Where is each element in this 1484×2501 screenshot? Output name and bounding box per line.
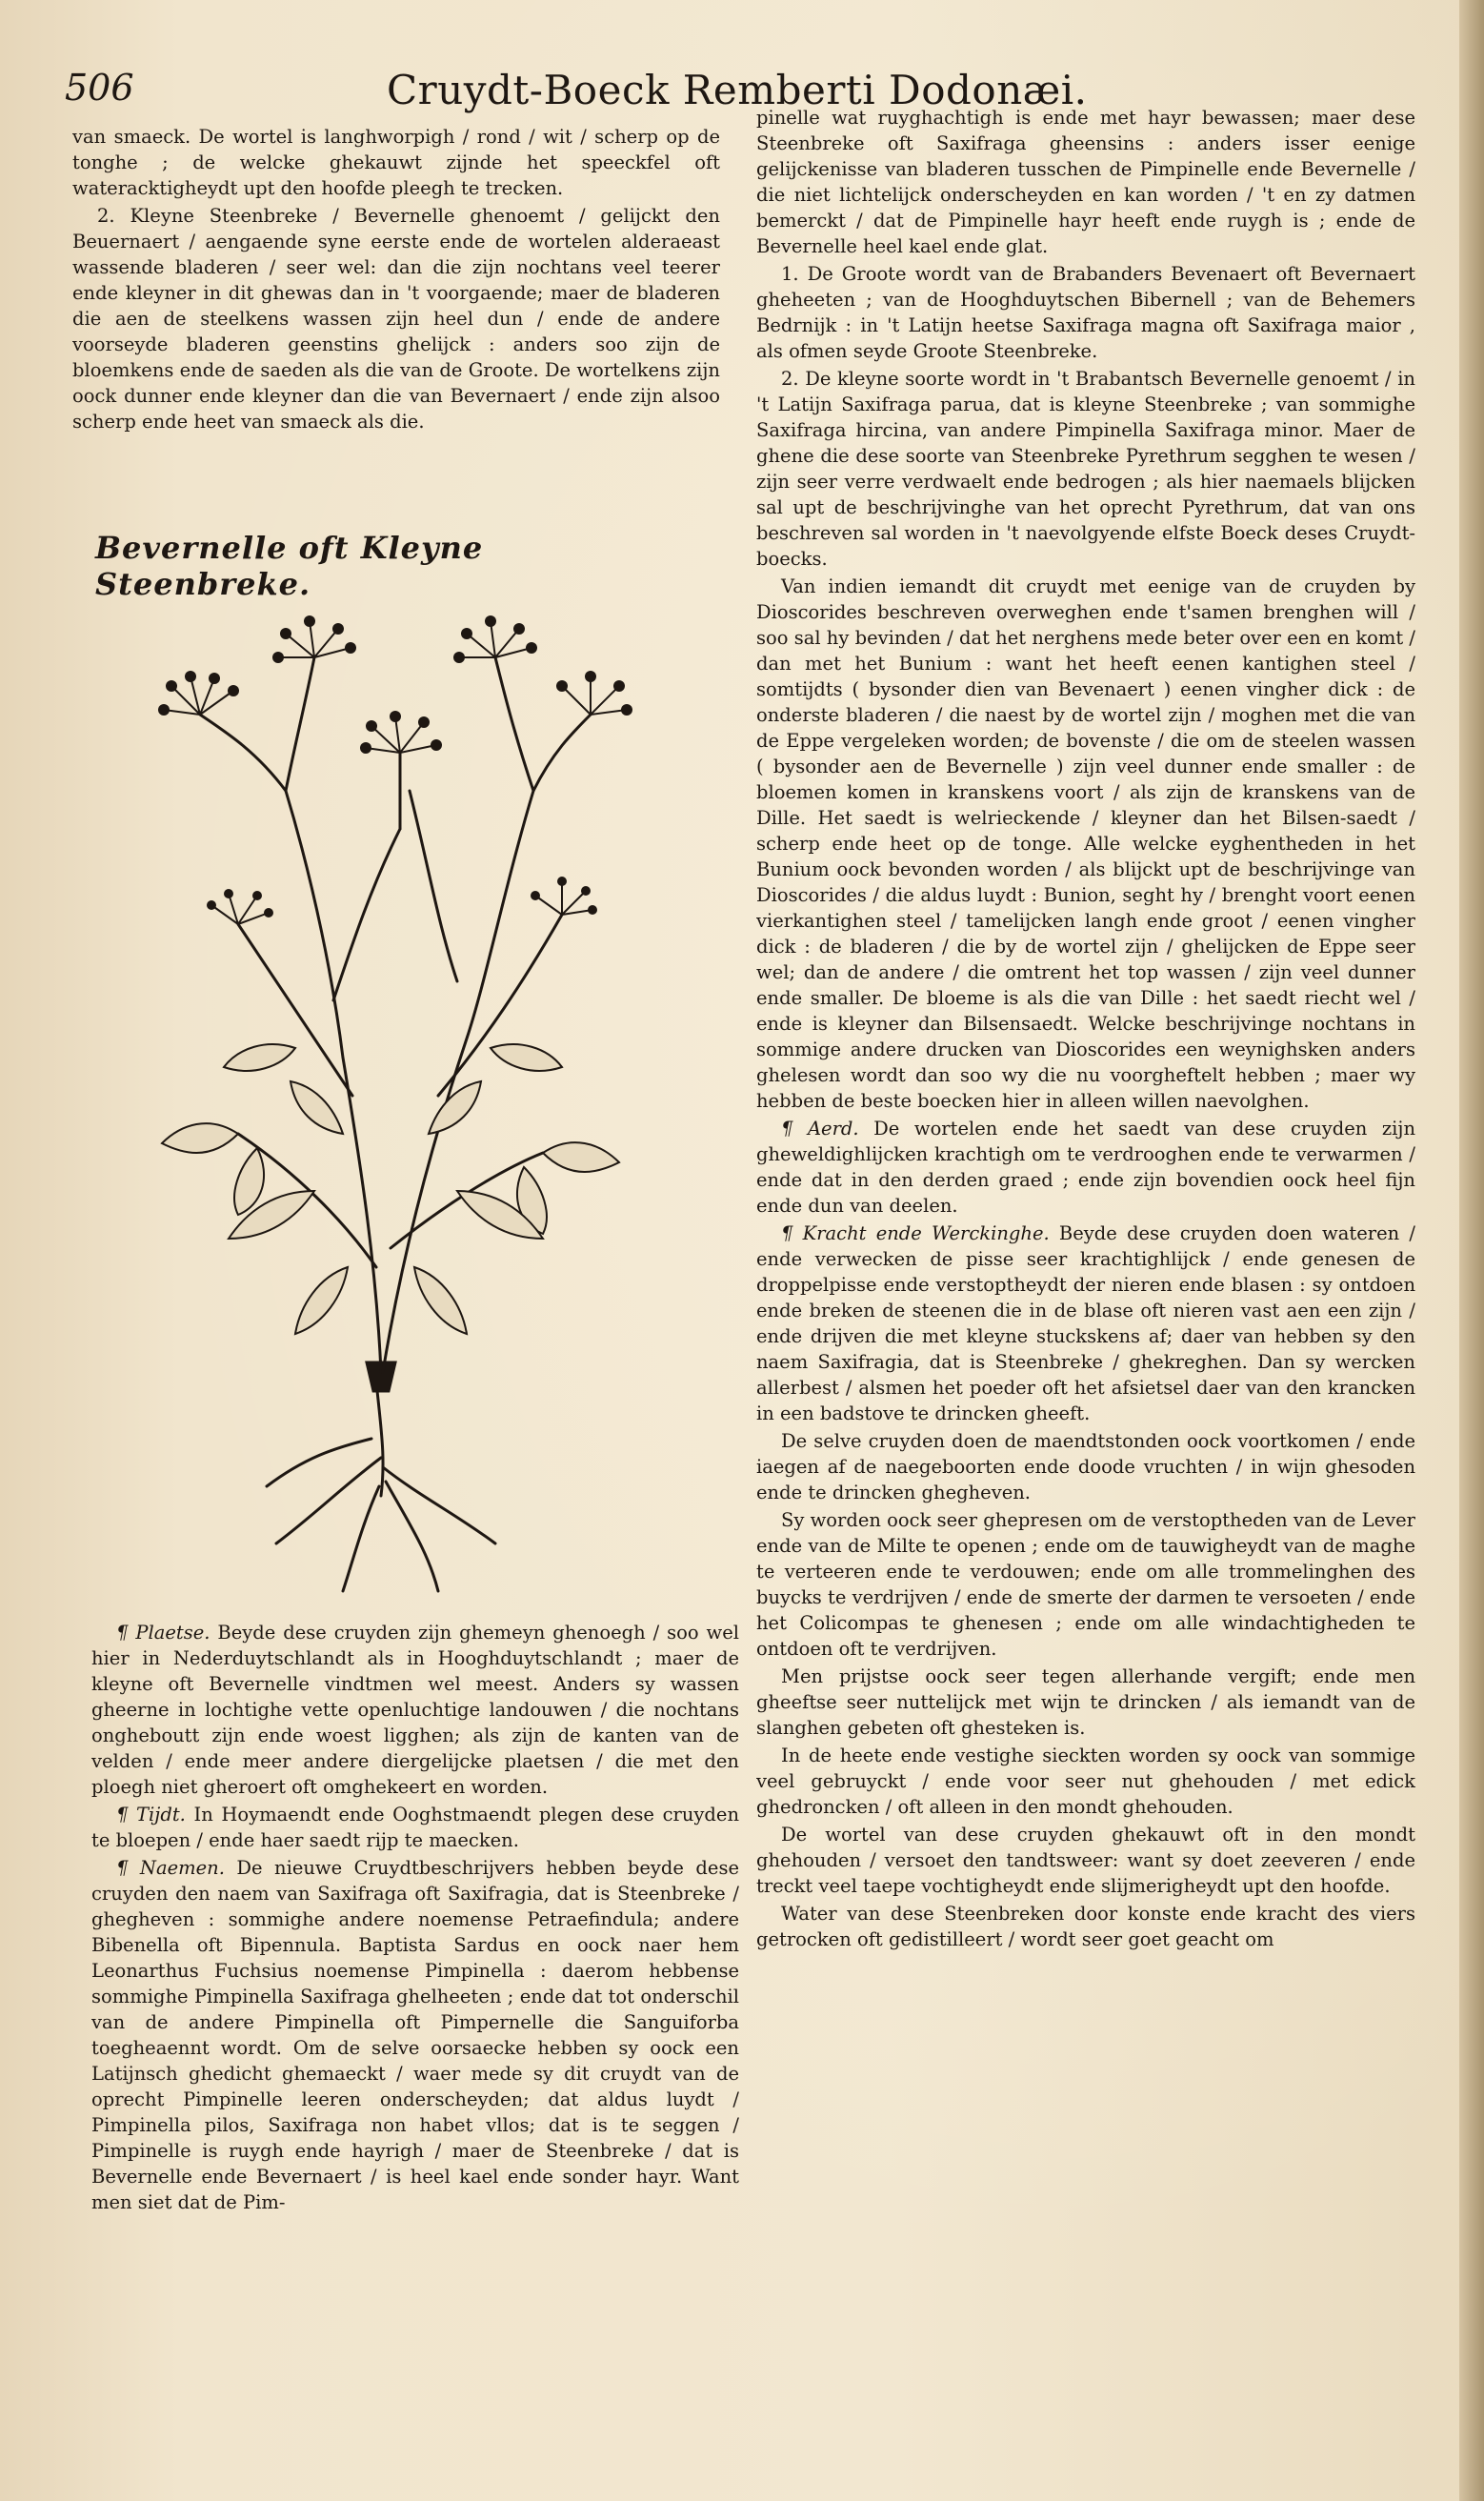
section-label: ¶ Tijdt. [116,1804,186,1825]
figure-caption: Bevernelle oft Kleyne Steenbreke. [95,530,484,602]
section-text: pinelle wat ruyghachtigh is ende met hayr bewassen; maer dese Steenbreke oft Saxifraga gheensins : anders isser eenige gelijckenisse van bladeren tusschen de Pimpinelle ende Bevernelle / die niet lichtelijck onderscheyden en kan worden / 't en zy datmen bemerckt / dat de Pimpinelle hayr heeft ende ruygh is ; ende de Bevernelle heel kael ende glat. [756,107,1415,257]
section-text: Beyde dese cruyden doen wateren / ende verwecken de pisse seer krachtighlijck / ende genesen de droppelpisse ende verstoptheydt der nieren ende blasen : sy ontdoen ende breken de steenen die in de blase oft nieren vast aen een zijn / ende drijven die met kleyne stuckskens af; daer van hebben sy den naem Saxifragia, dat is Steenbreke / ghekreghen. Dan sy wercken allerbest / alsmen het poeder oft het afsietsel daer van den krancken in een badstove te drincken gheeft. [756,1222,1415,1424]
paragraph [756,1901,1415,1952]
running-title: Cruydt-Boeck Remberti Dodonæi. [387,67,1088,113]
section-text: Beyde dese cruyden zijn ghemeyn ghenoegh / soo wel hier in Nederduytschlandt als in Hooghduytschlandt ; maer de kleyne oft Bevernelle vindtmen wel meest. Anders sy wassen gheerne in lochtighe vette openluchtige landouwen / die nochtans ongheboutt zijn ende woest ligghen; als zijn de kanten van de velden / ende meer andere diergelijcke plaetsen / die met den ploegh niet gheroert oft omghekeert en worden. [91,1622,739,1798]
paragraph [756,105,1415,259]
section-label: ¶ Naemen. [116,1857,225,1879]
left-column-bottom [91,1620,739,2477]
section-text: Van indien iemandt dit cruydt met eenige van de cruyden by Dioscorides beschreven overweghen ende t'samen brenghen will / soo sal hy bevinden / dat het nerghens mede beter over een en komt / dan met het Bunium : want het heeft eenen kantighen steel / somtijdts ( bysonder dien van Bevenaert ) eenen vingher dick : de onderste bladeren / die naest by de wortel zijn / moghen met die van de Eppe vergeleken worden; de bovenste / die om de steelen wassen ( bysonder aen de Bevernelle ) zijn veel dunner ende smaller : de bloemen komen in kranskens voort / als zijn de kranskens van de Dille. Het saedt is welrieckende / kleyner dan het Bilsen-saedt / scherp ende heet op de tonge. Alle welcke eyghentheden in het Bunium oock bevonden worden / als blijckt upt de beschrijvinge van Dioscorides / die aldus luydt : Bunion, seght hy / brenght voort eenen vierkantighen steel / tamelijcken langh ende groot / eenen vingher dick : de bladeren / die by de wortel zijn / ghelijcken de Eppe seer wel; dan de andere / die omtrent het top wassen / zijn veel dunner ende smaller. De bloeme is als die van Dille : het saedt riecht wel / ende is kleyner dan Bilsensaedt. Welcke beschrijvinge nochtans in sommige andere drucken van Dioscorides een weynighsken anders ghelesen wordt dan soo wy die nu voorgheftelt hebben ; maer wy hebben de beste boecken hier in alleen willen naevolghen. [756,575,1415,1112]
paragraph [756,1664,1415,1741]
section-text: De nieuwe Cruydtbeschrijvers hebben beyde dese cruyden den naem van Saxifraga oft Saxifragia, dat is Steenbreke / ghegheven : sommighe andere noemense Petraefindula; andere Bibenella oft Bipennula. Baptista Sardus en oock naer hem Leonarthus Fuchsius noemense Pimpinella : daerom hebbense sommighe Pimpinella Saxifraga ghelheeten ; ende dat tot onderschil van de andere Pimpinella oft Pimpernelle die Sanguiforba toegheaennt wordt. Om de selve oorsaecke hebben sy oock een Latijnsch ghedicht ghemaeckt / waer mede sy dit cruydt van de oprecht Pimpinelle leeren onderscheyden; dat aldus luydt / Pimpinella pilos, Saxifraga non habet vllos; dat is te seggen / Pimpinelle is ruygh ende hayrigh / maer de Steenbreke / dat is Bevernelle ende Bevernaert / is heel kael ende sonder hayr. Want men siet dat de Pim- [91,1857,739,2213]
right-column [756,105,1415,2487]
paragraph [756,261,1415,364]
left-column-top [72,124,720,486]
section-kracht [756,1220,1415,1426]
section-label: ¶ Aerd. [781,1118,859,1140]
section-text: In Hoymaendt ende Ooghstmaendt plegen dese cruyden te bloepen / ende haer saedt rijp te maecken. [91,1804,739,1851]
section-text: Water van dese Steenbreken door konste ende kracht des viers getrocken oft gedistilleert / wordt seer goet geacht om [756,1903,1415,1950]
section-label: ¶ Plaetse. [116,1622,211,1644]
section-aerd [756,1116,1415,1219]
paragraph [756,574,1415,1114]
section-text: De selve cruyden doen de maendtstonden oock voortkomen / ende iaegen af de naegeboorten ende doode vruchten / in wijn ghesoden ende te drincken ghegheven. [756,1430,1415,1503]
section-text: 2. De kleyne soorte wordt in 't Brabantsch Bevernelle genoemt / in 't Latijn Saxifraga parua, dat is kleyne Steenbreke ; van sommighe Saxifraga hircina, van andere Pimpinella Saxifraga minor. Maer de ghene die dese soorte van Steenbreke Pyrethrum segghen te wesen / zijn seer verre verdwaelt ende bedrogen ; als hier naemaels blijcken sal upt de beschrijvinghe van het oprecht Pyrethrum, dat van ons beschreven sal worden in 't naevolgyende elfste Boeck deses Cruydt-boecks. [756,368,1415,570]
page-number: 506 [65,67,134,109]
paragraph [756,1743,1415,1820]
section-naemen [91,1855,739,2215]
section-plaetse [91,1620,739,1800]
section-text: Sy worden oock seer ghepresen om de verstoptheden van de Lever ende van de Milte te openen ; ende om de tauwigheydt van de maghe te verteeren ende te verdouwen; ende om alle trommelinghen des buycks te verdrijven / ende de smerte der darmen te versoeten / ende het Colicompas te ghenesen ; ende om alle windachtigheden te ontdoen oft te verdrijven. [756,1509,1415,1660]
plant-woodcut-illustration [124,600,657,1610]
paragraph [756,1507,1415,1662]
section-text: De wortelen ende het saedt van dese cruyden zijn gheweldighlijcken krachtigh om te verdrooghen ende te verwarmen / ende dat in den derden graed ; ende zijn bovendien oock heel fijn ende dun van deelen. [756,1118,1415,1217]
paragraph: 2. Kleyne Steenbreke / Bevernelle ghenoemt / gelijckt den Beuernaert / aengaende syne eerste ende de wortelen alderaeast wassende bladeren / seer wel: dan die zijn nochtans veel teerer ende kleyner in dit ghewas dan in 't voorgaende; maer de bladeren die aen de steelkens wassen zijn heel dun / ende de andere voorseyde bladeren geenstins ghelijck : anders soo zijn de bloemkens ende de saeden als die van de Groote. De wortelkens zijn oock dunner ende kleyner dan die van Bevernaert / ende zijn alsoo scherp ende heet van smaeck als die. [72,205,720,433]
section-tijdt [91,1802,739,1853]
section-text: De wortel van dese cruyden ghekauwt oft in den mondt ghehouden / versoet den tandtsweer: want sy doet zeeveren / ende treckt veel taepe vochtigheydt ende slijmerigheydt upt den hoofde. [756,1824,1415,1897]
paragraph: van smaeck. De wortel is langhworpigh / rond / wit / scherp op de tonghe ; de welcke ghekauwt zijnde het speeckfel oft wateracktigheydt upt den hoofde pleegh te trecken. [72,126,720,199]
section-text: 1. De Groote wordt van de Brabanders Bevenaert oft Bevernaert gheheeten ; van de Hooghduytschen Bibernell ; van de Behemers Bedrnijk : in 't Latijn heetse Saxifraga magna oft Saxifraga maior , als ofmen seyde Groote Steenbreke. [756,263,1415,362]
section-text: In de heete ende vestighe sieckten worden sy oock van sommige veel gebruyckt / ende voor seer nut ghehouden / met edick ghedroncken / oft alleen in den mondt ghehouden. [756,1745,1415,1818]
paragraph [756,366,1415,572]
page-spine-edge [1459,0,1484,2501]
section-text: Men prijstse oock seer tegen allerhande vergift; ende men gheeftse seer nuttelijck met wijn te drincken / als iemandt van de slanghen gebeten oft ghesteken is. [756,1665,1415,1739]
section-label: ¶ Kracht ende Werckinghe. [781,1222,1050,1244]
paragraph [756,1428,1415,1505]
paragraph [756,1822,1415,1899]
